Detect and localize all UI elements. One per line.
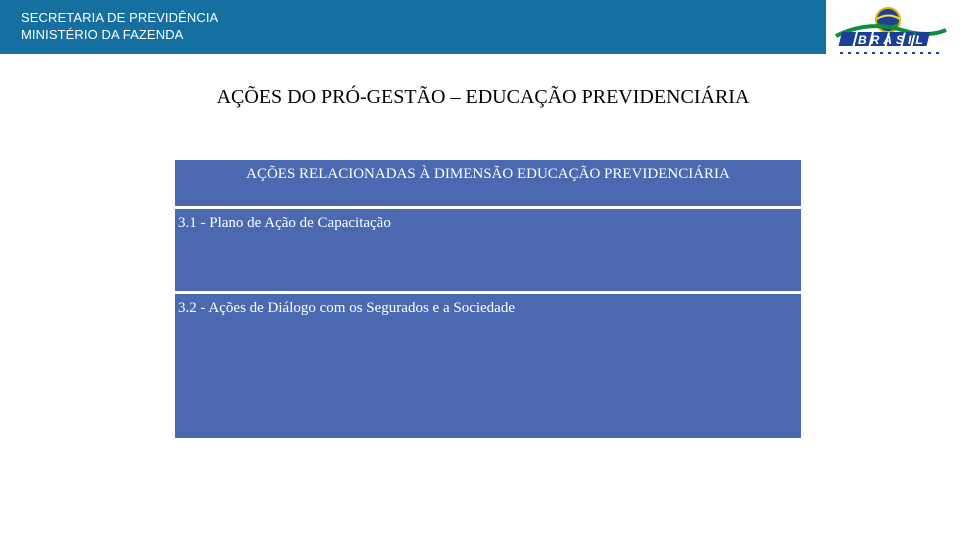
brasil-flag-logo-icon	[828, 0, 960, 58]
brasil-logo	[828, 0, 960, 58]
header-line-secretaria: SECRETARIA DE PREVIDÊNCIA	[21, 10, 219, 25]
logo-wordmark: BRASIL	[858, 33, 927, 47]
table-row-dialogo: 3.2 - Ações de Diálogo com os Segurados e a Sociedade	[175, 294, 801, 438]
table-header-cell: AÇÕES RELACIONADAS À DIMENSÃO EDUCAÇÃO PREVIDENCIÁRIA	[175, 160, 801, 206]
header-line-ministerio: MINISTÉRIO DA FAZENDA	[21, 27, 184, 42]
actions-table	[173, 158, 803, 440]
header-bar	[0, 0, 826, 54]
slide-title: AÇÕES DO PRÓ-GESTÃO – EDUCAÇÃO PREVIDENCIÁRIA	[216, 86, 750, 108]
header-text	[21, 9, 218, 43]
table-row-capacitacao: 3.1 - Plano de Ação de Capacitação	[175, 209, 801, 291]
